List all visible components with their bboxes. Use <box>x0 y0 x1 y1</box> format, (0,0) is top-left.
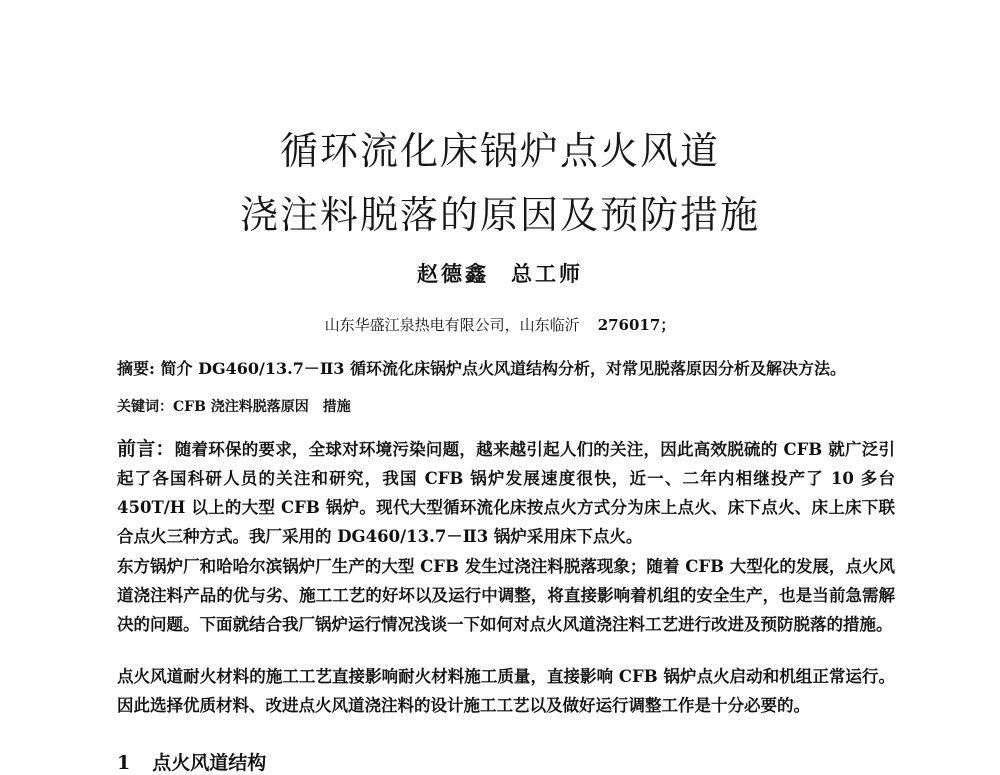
section-heading <box>117 748 266 775</box>
author-position: 总工师 <box>511 261 583 286</box>
abstract-label: 摘要: <box>117 359 155 378</box>
affiliation-text: 山东华盛江泉热电有限公司，山东临沂 <box>324 316 580 334</box>
keywords <box>117 396 351 416</box>
keyword-1: CFB 浇注料脱落原因 <box>173 399 309 415</box>
paragraph-2: 东方锅炉厂和哈哈尔滨锅炉厂生产的大型 CFB 发生过浇注料脱落现象；随着 CFB 大型化的发展，点火风道浇注料产品的优与劣、施工工艺的好坏以及运行中调整，将直接影响着机组的安全生产，也是当前急需解决的问题。下面就结合我厂锅炉运行情况浅谈一下如何对点火风道浇注料工艺进行改进及预防脱落的措施。 <box>117 557 895 634</box>
title-line-1: 循环流化床锅炉点火风道 <box>279 129 720 173</box>
section-title: 点火风道结构 <box>152 752 267 774</box>
abstract <box>117 356 907 379</box>
keyword-2: 措施 <box>322 399 351 415</box>
paragraph-3: 点火风道耐火材料的施工工艺直接影响耐火材料施工质量，直接影响 CFB 锅炉点火启动和机组正常运行。因此选择优质材料、改进点火风道浇注料的设计施工工艺以及做好运行调整工作是十分必要的。 <box>117 667 895 715</box>
preface-label: 前言： <box>117 438 175 460</box>
title-line-2: 浇注料脱落的原因及预防措施 <box>239 193 760 237</box>
paragraph-preface <box>117 435 895 551</box>
author-name: 赵德鑫 <box>417 261 489 286</box>
author-line <box>0 258 1000 288</box>
preface-text: 随着环保的要求，全球对环境污染问题，越来越引起人们的关注，因此高效脱硫的 CFB 就广泛引起了各国科研人员的关注和研究，我国 CFB 锅炉发展速度很快，近一、二年内相继投产了 10 多台 450T/H 以上的大型 CFB 锅炉。现代大型循环流化床按点火方式分为床上点火、床下点火、床上床下联合点火三种方式。我厂采用的 DG460/13.7－Ⅱ3 锅炉采用床下点火。 <box>117 440 895 546</box>
keywords-label: 关键词： <box>117 399 173 415</box>
abstract-text: 简介 DG460/13.7－Ⅱ3 循环流化床锅炉点火风道结构分析，对常见脱落原因分析及解决方法。 <box>160 359 847 378</box>
section-number: 1 <box>117 752 131 774</box>
affiliation <box>0 314 1000 335</box>
affiliation-zip: 276017； <box>597 316 676 334</box>
